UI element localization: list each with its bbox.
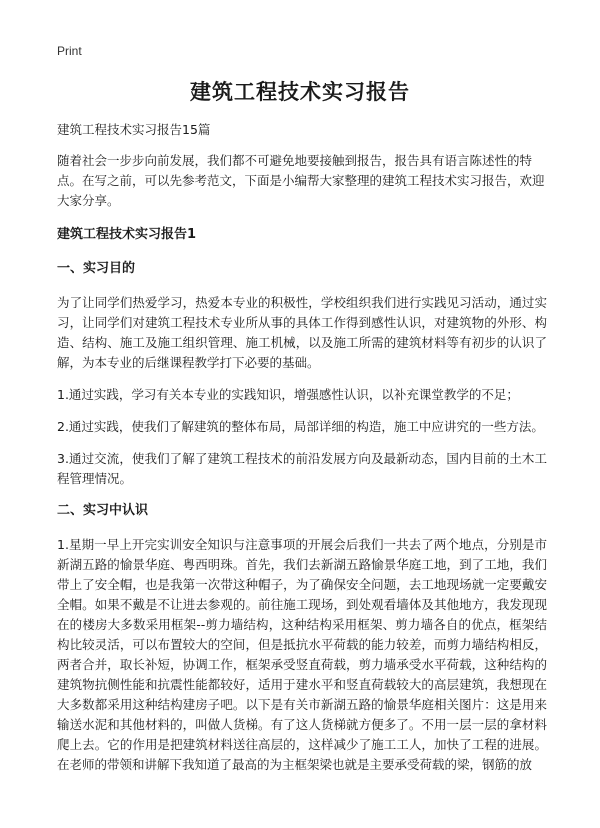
page-title: 建筑工程技术实习报告: [190, 80, 410, 104]
list-item: 3.通过交流，使我们了解了建筑工程技术的前沿发展方向及最新动态，国内目前的土木工程管理情况。: [57, 451, 547, 486]
purpose-paragraph: 为了让同学们热爱学习，热爱本专业的积极性，学校组织我们进行实践见习活动，通过实习，让同学们对建筑工程技术专业所从事的具体工作得到感性认识，对建筑物的外形、构造、结构、施工及施工组织管理、施工机械，以及施工所需的建筑材料等有初步的认识了解，为本专业的后继课程教学打下必要的基础。: [57, 295, 547, 370]
understanding-paragraph: 1.星期一早上开完实训安全知识与注意事项的开展会后我们一共去了两个地点，分别是市新湖五路的愉景华庭、粤西明珠。首先，我们去新湖五路愉景华庭工地，到了工地，我们带上了安全帽，也是我第一次带这种帽子，为了确保安全问题，去工地现场就一定要戴安全帽。如果不戴是不让进去参观的。前往施工现场，到处观看墙体及其他地方，我发现现在的楼房大多数采用框架--剪力墙结构，这种结构采用框架、剪力墙各自的优点，框架结构比较灵活，可以布置较大的空间，但是抵抗水平荷载的能力较差，而剪力墙结构相反，两者合并，取长补短，协调工作，框架承受竖直荷载，剪力墙承受水平荷载，这种结构的建筑物抗侧性能和抗震性能都较好，适用于建水平和竖直荷载较大的高层建筑，我想现在大多数都采用这种结构建房子吧。以下是有关市新湖五路的愉景华庭相关图片：这是用来输送水泥和其他材料的，叫做人货梯。有了这人货梯就方便多了。不用一层一层的拿材料爬上去。它的作用是把建筑材料送往高层的，这样减少了施工工人，加快了工程的进展。在老师的带领和讲解下我知道了最高的为主框架梁也就是主要承受荷载的梁，钢筋的放: [57, 537, 547, 772]
print-link[interactable]: Print: [57, 44, 82, 58]
article-body: [57, 120, 547, 787]
intro-paragraph: 随着社会一步步向前发展，我们都不可避免地要接触到报告，报告具有语言陈述性的特点。在写之前，可以先参考范文，下面是小编帮大家整理的建筑工程技术实习报告，欢迎大家分享。: [57, 153, 545, 208]
list-item: 1.通过实践，学习有关本专业的实践知识，增强感性认识，以补充课堂教学的不足；: [57, 387, 519, 402]
section-heading-understanding: 二、实习中认识: [57, 503, 149, 518]
article-subtitle: 建筑工程技术实习报告15篇: [57, 122, 211, 137]
report-heading: 建筑工程技术实习报告1: [57, 227, 197, 242]
section-heading-purpose: 一、实习目的: [57, 261, 136, 276]
list-item: 2.通过实践，使我们了解建筑的整体布局，局部详细的构造，施工中应讲究的一些方法。: [57, 419, 544, 434]
